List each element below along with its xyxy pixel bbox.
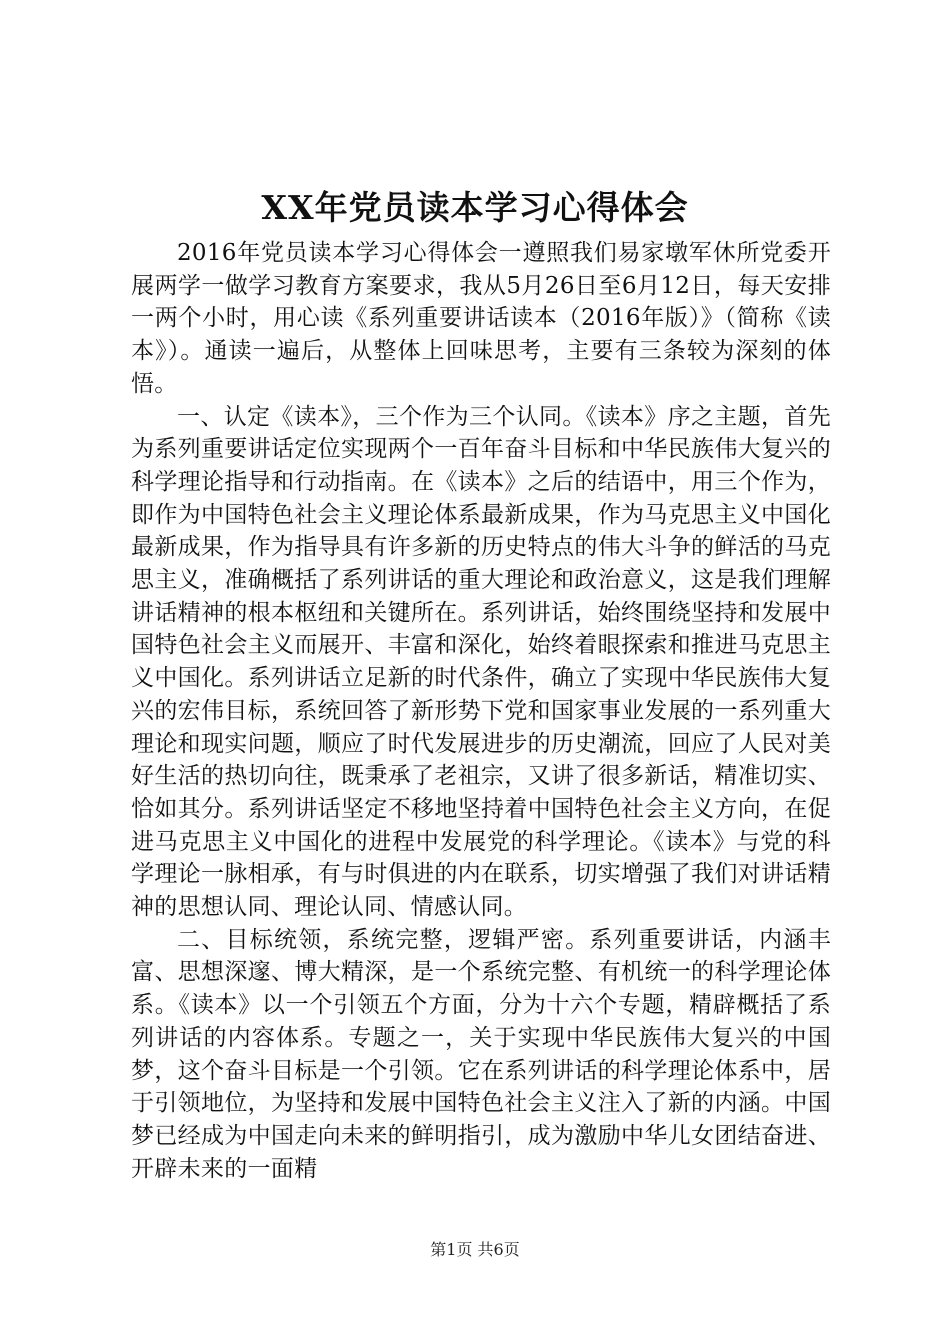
paragraph-section-one: 一、认定《读本》，三个作为三个认同。《读本》序之主题，首先为系列重要讲话定位实现两个一百年奋斗目标和中华民族伟大复兴的科学理论指导和行动指南。在《读本》之后的结语中，用三个作为，即作为中国特色社会主义理论体系最新成果，作为马克思主义中国化最新成果，作为指导具有许多新的历史特点的伟大斗争的鲜活的马克思主义，准确概括了系列讲话的重大理论和政治意义，这是我们理解讲话精神的根本枢纽和关键所在。系列讲话，始终围绕坚持和发展中国特色社会主义而展开、丰富和深化，始终着眼探索和推进马克思主义中国化。系列讲话立足新的时代条件，确立了实现中华民族伟大复兴的宏伟目标，系统回答了新形势下党和国家事业发展的一系列重大理论和现实问题，顺应了时代发展进步的历史潮流，回应了人民对美好生活的热切向往，既秉承了老祖宗，又讲了很多新话，精准切实、恰如其分。系列讲话坚定不移地坚持着中国特色社会主义方向，在促进马克思主义中国化的进程中发展党的科学理论。《读本》与党的科学理论一脉相承，有与时俱进的内在联系，切实增强了我们对讲话精神的思想认同、理论认同、情感认同。 [131,403,831,921]
document-body [131,237,831,1185]
paragraph-intro: 2016年党员读本学习心得体会一遵照我们易家墩军休所党委开展两学一做学习教育方案要求，我从5月26日至6月12日，每天安排一两个小时，用心读《系列重要讲话读本（2016年版）》（简称《读本》）。通读一遍后，从整体上回味思考，主要有三条较为深刻的体悟。 [131,240,831,397]
page-number-footer: 第1页 共6页 [430,1240,520,1259]
document-title: XX年党员读本学习心得体会 [261,188,689,227]
paragraph-section-two: 二、目标统领，系统完整，逻辑严密。系列重要讲话，内涵丰富、思想深邃、博大精深，是一个系统完整、有机统一的科学理论体系。《读本》以一个引领五个方面，分为十六个专题，精辟概括了系列讲话的内容体系。专题之一，关于实现中华民族伟大复兴的中国梦，这个奋斗目标是一个引领。它在系列讲话的科学理论体系中，居于引领地位，为坚持和发展中国特色社会主义注入了新的内涵。中国梦已经成为中国走向未来的鲜明指引，成为激励中华儿女团结奋进、开辟未来的一面精 [131,926,831,1182]
